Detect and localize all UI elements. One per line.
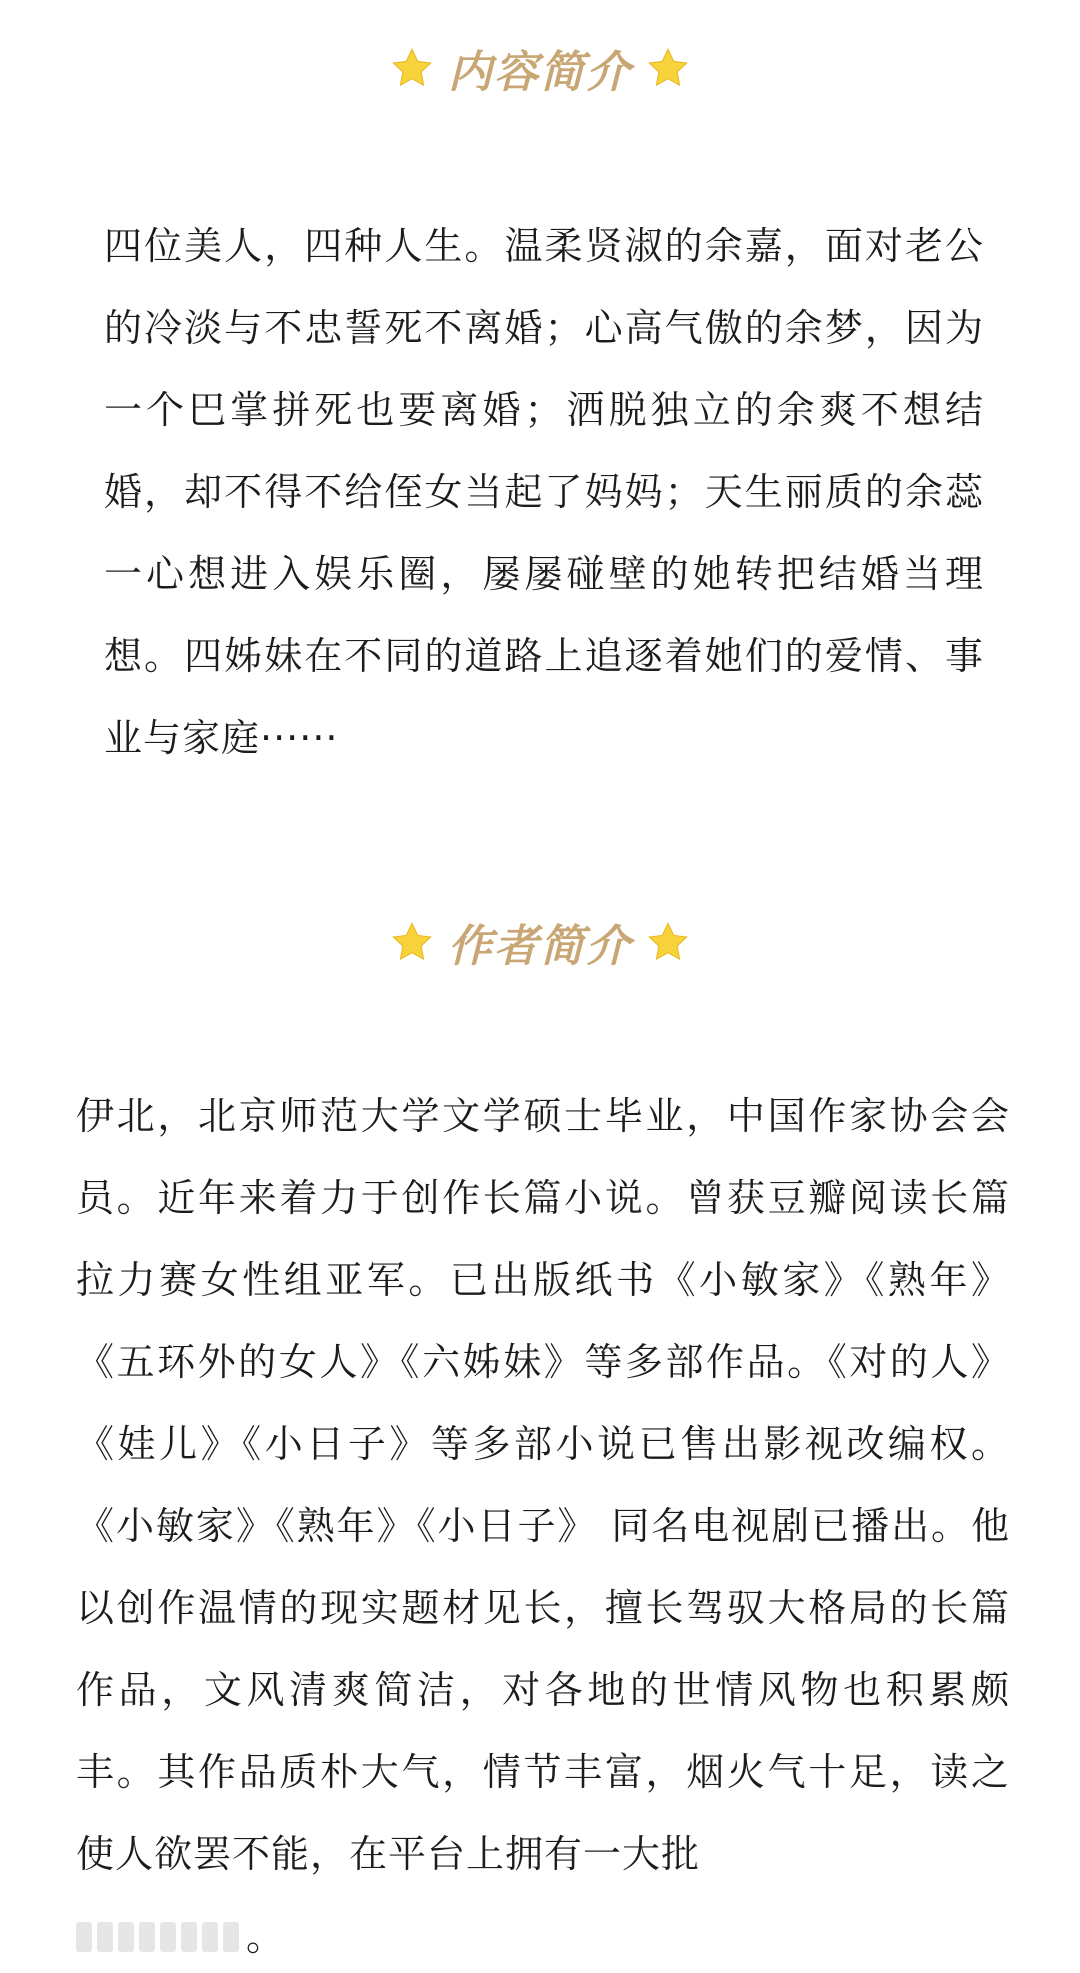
star-icon [646, 920, 690, 964]
star-icon [646, 46, 690, 90]
star-icon [390, 920, 434, 964]
cropped-glyph [118, 1922, 134, 1952]
section-title: 内容简介 [448, 47, 632, 98]
cropped-glyph [160, 1922, 176, 1952]
cropped-glyph [181, 1922, 197, 1952]
cropped-glyph [202, 1922, 218, 1952]
cropped-text-line [76, 1915, 285, 1959]
period-mark: 。 [246, 1915, 285, 1959]
cropped-glyph [139, 1922, 155, 1952]
cropped-glyph [97, 1922, 113, 1952]
cropped-glyph [76, 1922, 92, 1952]
section-title: 作者简介 [448, 921, 632, 972]
intro-section-header [0, 28, 1080, 108]
author-section-header [0, 902, 1080, 982]
intro-paragraph: 四位美人，四种人生。温柔贤淑的余嘉，面对老公的冷淡与不忠誓死不离婚；心高气傲的余梦，因为一个巴掌拼死也要离婚；洒脱独立的余爽不想结婚，却不得不给侄女当起了妈妈；天生丽质的余蕊一心想进入娱乐圈，屡屡碰壁的她转把结婚当理想。四姊妹在不同的道路上追逐着她们的爱情、事业与家庭······ [104, 224, 984, 760]
star-icon [390, 46, 434, 90]
author-paragraph: 伊北，北京师范大学文学硕士毕业，中国作家协会会员。近年来着力于创作长篇小说。曾获豆瓣阅读长篇拉力赛女性组亚军。已出版纸书《小敏家》《熟年》《五环外的女人》《六姊妹》等多部作品。《对的人》《娃儿》《小日子》等多部小说已售出影视改编权。《小敏家》《熟年》《小日子》 同名电视剧已播出。他以创作温情的现实题材见长，擅长驾驭大格局的长篇作品，文风清爽简洁，对各地的世情风物也积累颇丰。其作品质朴大气，情节丰富，烟火气十足，读之使人欲罢不能，在平台上拥有一大批 [76, 1094, 1010, 1876]
cropped-glyph [223, 1922, 239, 1952]
